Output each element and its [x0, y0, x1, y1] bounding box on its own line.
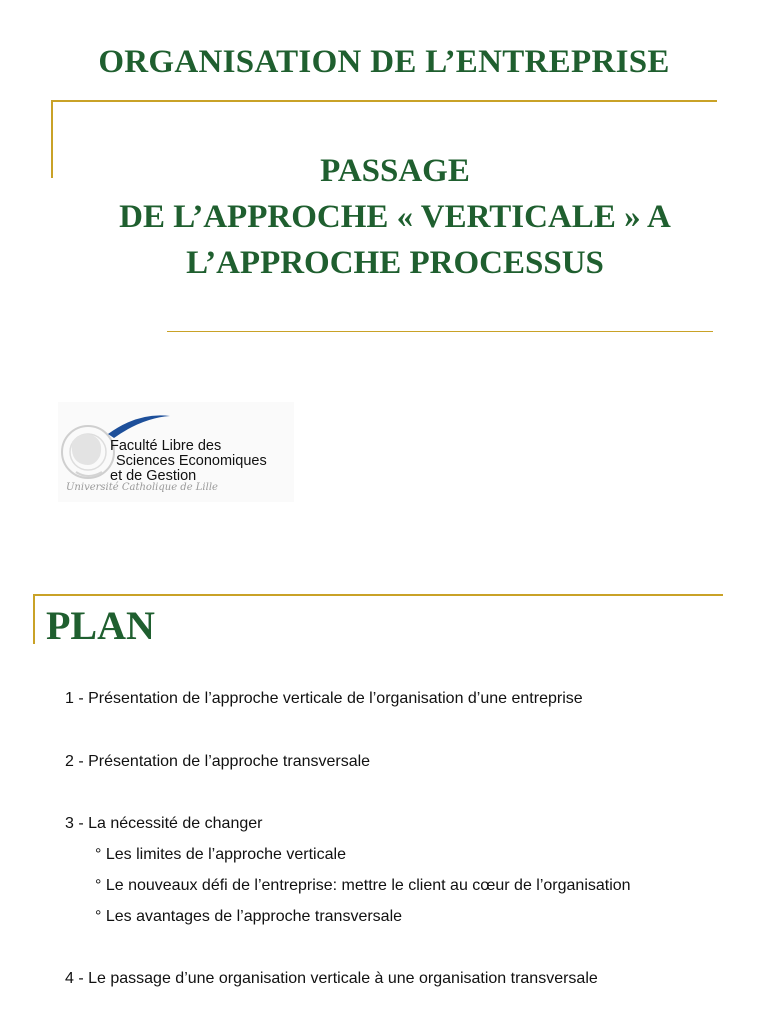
plan-item: 1 - Présentation de l’approche verticale de l’organisation d’une entreprise: [65, 690, 583, 707]
slide-title: ORGANISATION DE L’ENTREPRISE: [98, 44, 670, 80]
plan-title: PLAN: [46, 603, 155, 648]
logo-text-line: Faculté Libre des: [110, 438, 222, 454]
logo-signature: Université Catholique de Lille: [66, 482, 218, 493]
title-rule-horizontal: [51, 100, 717, 102]
logo-text-line: Sciences Economiques: [116, 453, 267, 469]
subtitle-rule: [167, 331, 713, 332]
faculty-logo: [58, 402, 294, 502]
plan-subitem: ° Les limites de l’approche verticale: [95, 846, 346, 863]
plan-item: 4 - Le passage d’une organisation verticale à une organisation transversale: [65, 970, 598, 987]
logo-text-line: et de Gestion: [110, 468, 197, 484]
plan-rule-vertical: [33, 594, 35, 644]
plan-subitem: ° Le nouveaux défi de l’entreprise: mettre le client au cœur de l’organisation: [95, 877, 631, 894]
subtitle: [0, 148, 768, 286]
subtitle-line: DE L’APPROCHE « VERTICALE » A: [119, 199, 671, 235]
plan-rule-horizontal: [33, 594, 723, 596]
subtitle-line: L’APPROCHE PROCESSUS: [186, 245, 604, 281]
plan-item: 2 - Présentation de l’approche transversale: [65, 753, 371, 770]
subtitle-line: PASSAGE: [320, 153, 470, 189]
plan-subitem: ° Les avantages de l’approche transversale: [95, 908, 403, 925]
plan-item: 3 - La nécessité de changer: [65, 815, 263, 832]
